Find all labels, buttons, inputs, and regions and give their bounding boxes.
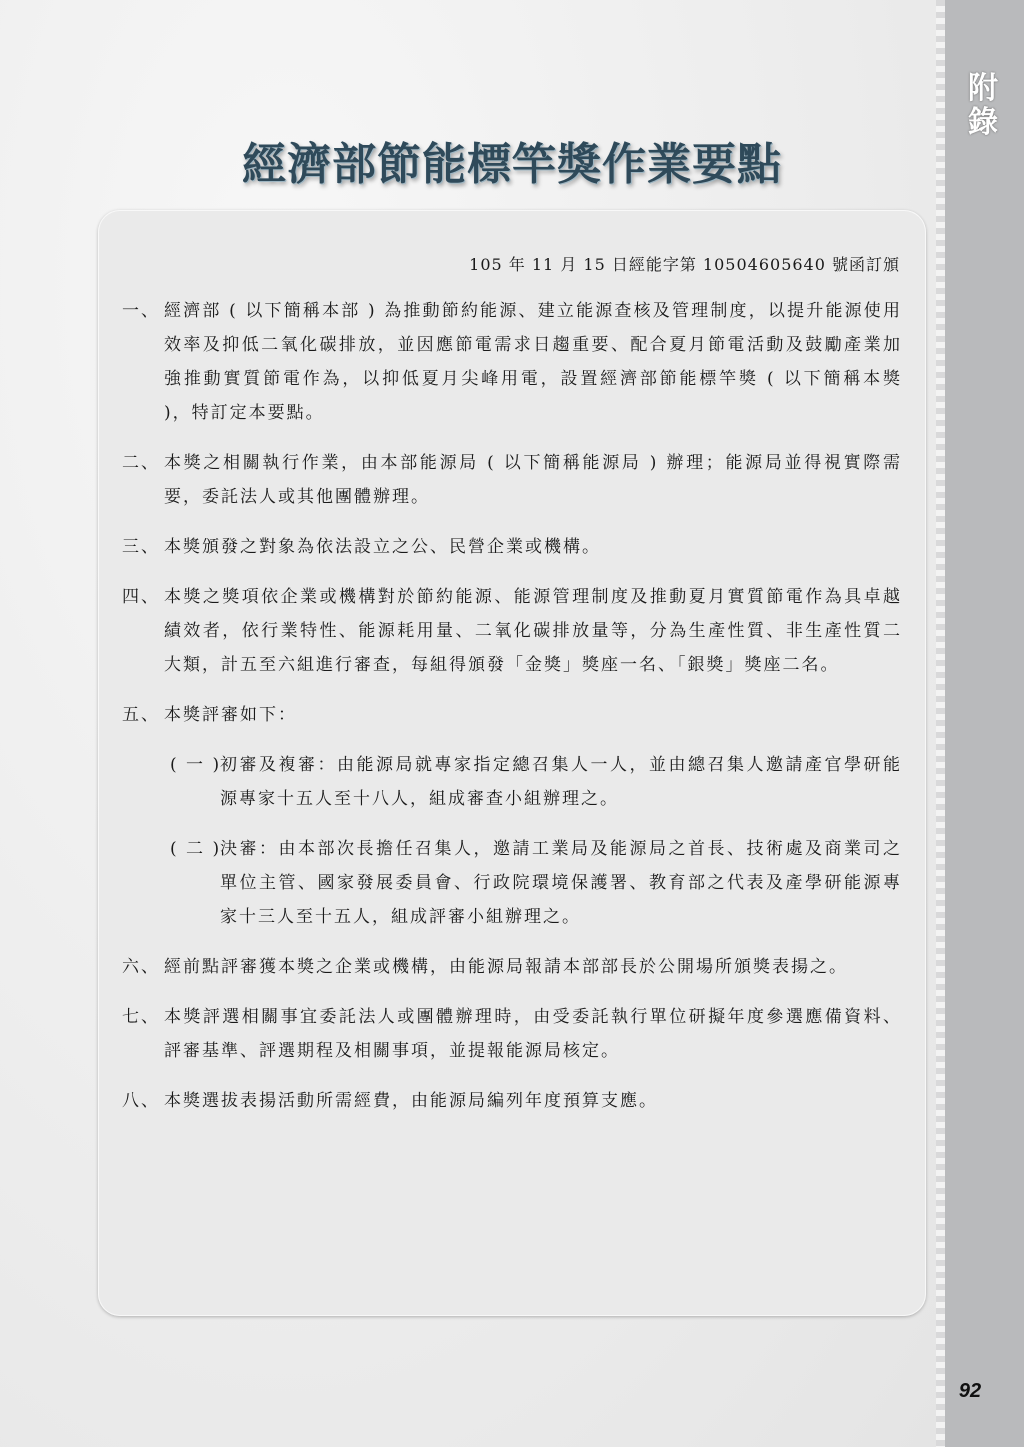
clause-text: 本獎頒發之對象為依法設立之公、民營企業或機構。 — [164, 537, 601, 557]
clause-number: 八、 — [122, 1091, 160, 1111]
clause-number: 五、 — [122, 705, 160, 725]
clause-2 — [122, 446, 902, 514]
clause-3 — [122, 530, 902, 564]
subclause-1 — [122, 748, 902, 816]
clause-4 — [122, 580, 902, 682]
clause-5 — [122, 698, 902, 732]
clause-number: 四、 — [122, 587, 160, 607]
clause-text: 本獎選拔表揚活動所需經費，由能源局編列年度預算支應。 — [164, 1091, 658, 1111]
clause-6 — [122, 950, 902, 984]
appendix-tab: 附錄 — [968, 71, 998, 140]
subclause-text: 初審及複審：由能源局就專家指定總召集人一人，並由總召集人邀請產官學研能源專家十五人至十八人，組成審查小組辦理之。 — [220, 755, 902, 809]
page-title: 經濟部節能標竿獎作業要點 — [242, 139, 782, 190]
issue-note: 105 年 11 月 15 日經能字第 10504605640 號函訂頒 — [469, 255, 900, 274]
side-bar — [945, 0, 1024, 1447]
clause-text: 經濟部 ( 以下簡稱本部 ) 為推動節約能源、建立能源查核及管理制度，以提升能源使用效率及抑低二氧化碳排放，並因應節電需求日趨重要、配合夏月節電活動及鼓勵產業加強推動實質節電作為，以抑低夏月尖峰用電，設置經濟部節能標竿獎 ( 以下簡稱本獎 )，特訂定本要點。 — [164, 301, 902, 423]
subclause-text: 決審：由本部次長擔任召集人，邀請工業局及能源局之首長、技術處及商業司之單位主管、國家發展委員會、行政院環境保護署、教育部之代表及產學研能源專家十三人至十五人，組成評審小組辦理之。 — [220, 839, 902, 927]
clause-number: 七、 — [122, 1007, 160, 1027]
clause-number: 三、 — [122, 537, 160, 557]
clause-text: 本獎之獎項依企業或機構對於節約能源、能源管理制度及推動夏月實質節電作為具卓越績效者，依行業特性、能源耗用量、二氧化碳排放量等，分為生產性質、非生產性質二大類，計五至六組進行審查，每組得頒發「金獎」獎座一名、「銀獎」獎座二名。 — [164, 587, 902, 675]
page-number: 92 — [958, 1380, 982, 1402]
clause-8 — [122, 1084, 902, 1118]
clause-text: 經前點評審獲本獎之企業或機構，由能源局報請本部部長於公開場所頒獎表揚之。 — [164, 957, 848, 977]
clause-7 — [122, 1000, 902, 1068]
subclause-2 — [122, 832, 902, 934]
clause-text: 本獎評審如下： — [164, 705, 297, 725]
document-body — [122, 294, 902, 1134]
clause-number: 二、 — [122, 453, 160, 473]
clause-1 — [122, 294, 902, 430]
clause-text: 本獎之相關執行作業，由本部能源局 ( 以下簡稱能源局 ) 辦理；能源局並得視實際需要，委託法人或其他團體辦理。 — [164, 453, 902, 507]
clause-number: 一、 — [122, 301, 160, 321]
clause-number: 六、 — [122, 957, 160, 977]
subclause-number: ( 二 ) — [170, 839, 222, 859]
clause-text: 本獎評選相關事宜委託法人或團體辦理時，由受委託執行單位研擬年度參選應備資料、評審基準、評選期程及相關事項，並提報能源局核定。 — [164, 1007, 902, 1061]
subclause-number: ( 一 ) — [170, 755, 222, 775]
